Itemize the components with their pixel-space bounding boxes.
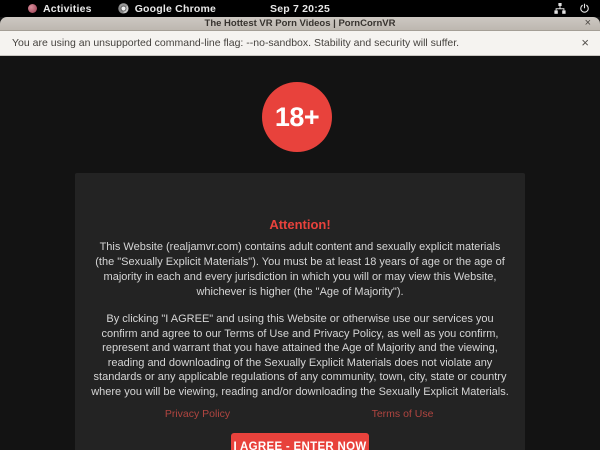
modal-links-row xyxy=(95,408,505,420)
infobar-message: You are using an unsupported command-line flag: --no-sandbox. Stability and security will suffer. xyxy=(12,37,460,49)
app-indicator-label: Google Chrome xyxy=(134,2,217,15)
age-badge xyxy=(262,82,332,152)
activities-dot-icon xyxy=(28,4,37,13)
modal-paragraph-2: By clicking "I AGREE" and using this Website or otherwise use our services you confirm and agree to our Terms of Use and Privacy Policy, as well as you confirm, represent and warrant that you have attained the Age of Majority and the viewing, reading and downloading of the Sexually Explicit Materials does not violate any standards or any applicable regulations of any community, town, city, state or country where you will be viewing, reading and/or downloading the Sexually Explicit Materials. xyxy=(91,313,509,398)
activities-label: Activities xyxy=(43,2,92,15)
top-bar xyxy=(0,0,600,17)
age-verification-modal xyxy=(75,173,525,450)
window-titlebar xyxy=(0,17,600,31)
modal-heading: Attention! xyxy=(269,217,331,232)
chrome-icon xyxy=(118,3,129,14)
window-title: The Hottest VR Porn Videos | PornCornVR xyxy=(204,18,396,29)
network-wired-icon[interactable] xyxy=(554,3,566,14)
modal-paragraph-1: This Website (realjamvr.com) contains adult content and sexually explicit materials (the "Sexually Explicit Materials"). You must be at least 18 years of age or the age of majority in each and every jurisdiction in which you will or may view this Website, whichever is higher (the "Age of Majority"). xyxy=(95,241,505,298)
activities-button[interactable] xyxy=(28,3,92,15)
clock[interactable]: Sep 7 20:25 xyxy=(270,2,330,15)
infobar xyxy=(0,31,600,56)
agree-enter-button[interactable]: I AGREE - ENTER NOW xyxy=(231,433,369,450)
window-close-icon[interactable]: × xyxy=(584,17,591,29)
app-indicator-chrome[interactable] xyxy=(118,3,216,15)
privacy-policy-link[interactable]: Privacy Policy xyxy=(164,408,231,420)
power-icon[interactable] xyxy=(579,3,590,14)
terms-of-use-link[interactable]: Terms of Use xyxy=(371,408,434,420)
age-badge-label: 18+ xyxy=(274,101,320,132)
infobar-close-icon[interactable]: × xyxy=(581,35,589,50)
